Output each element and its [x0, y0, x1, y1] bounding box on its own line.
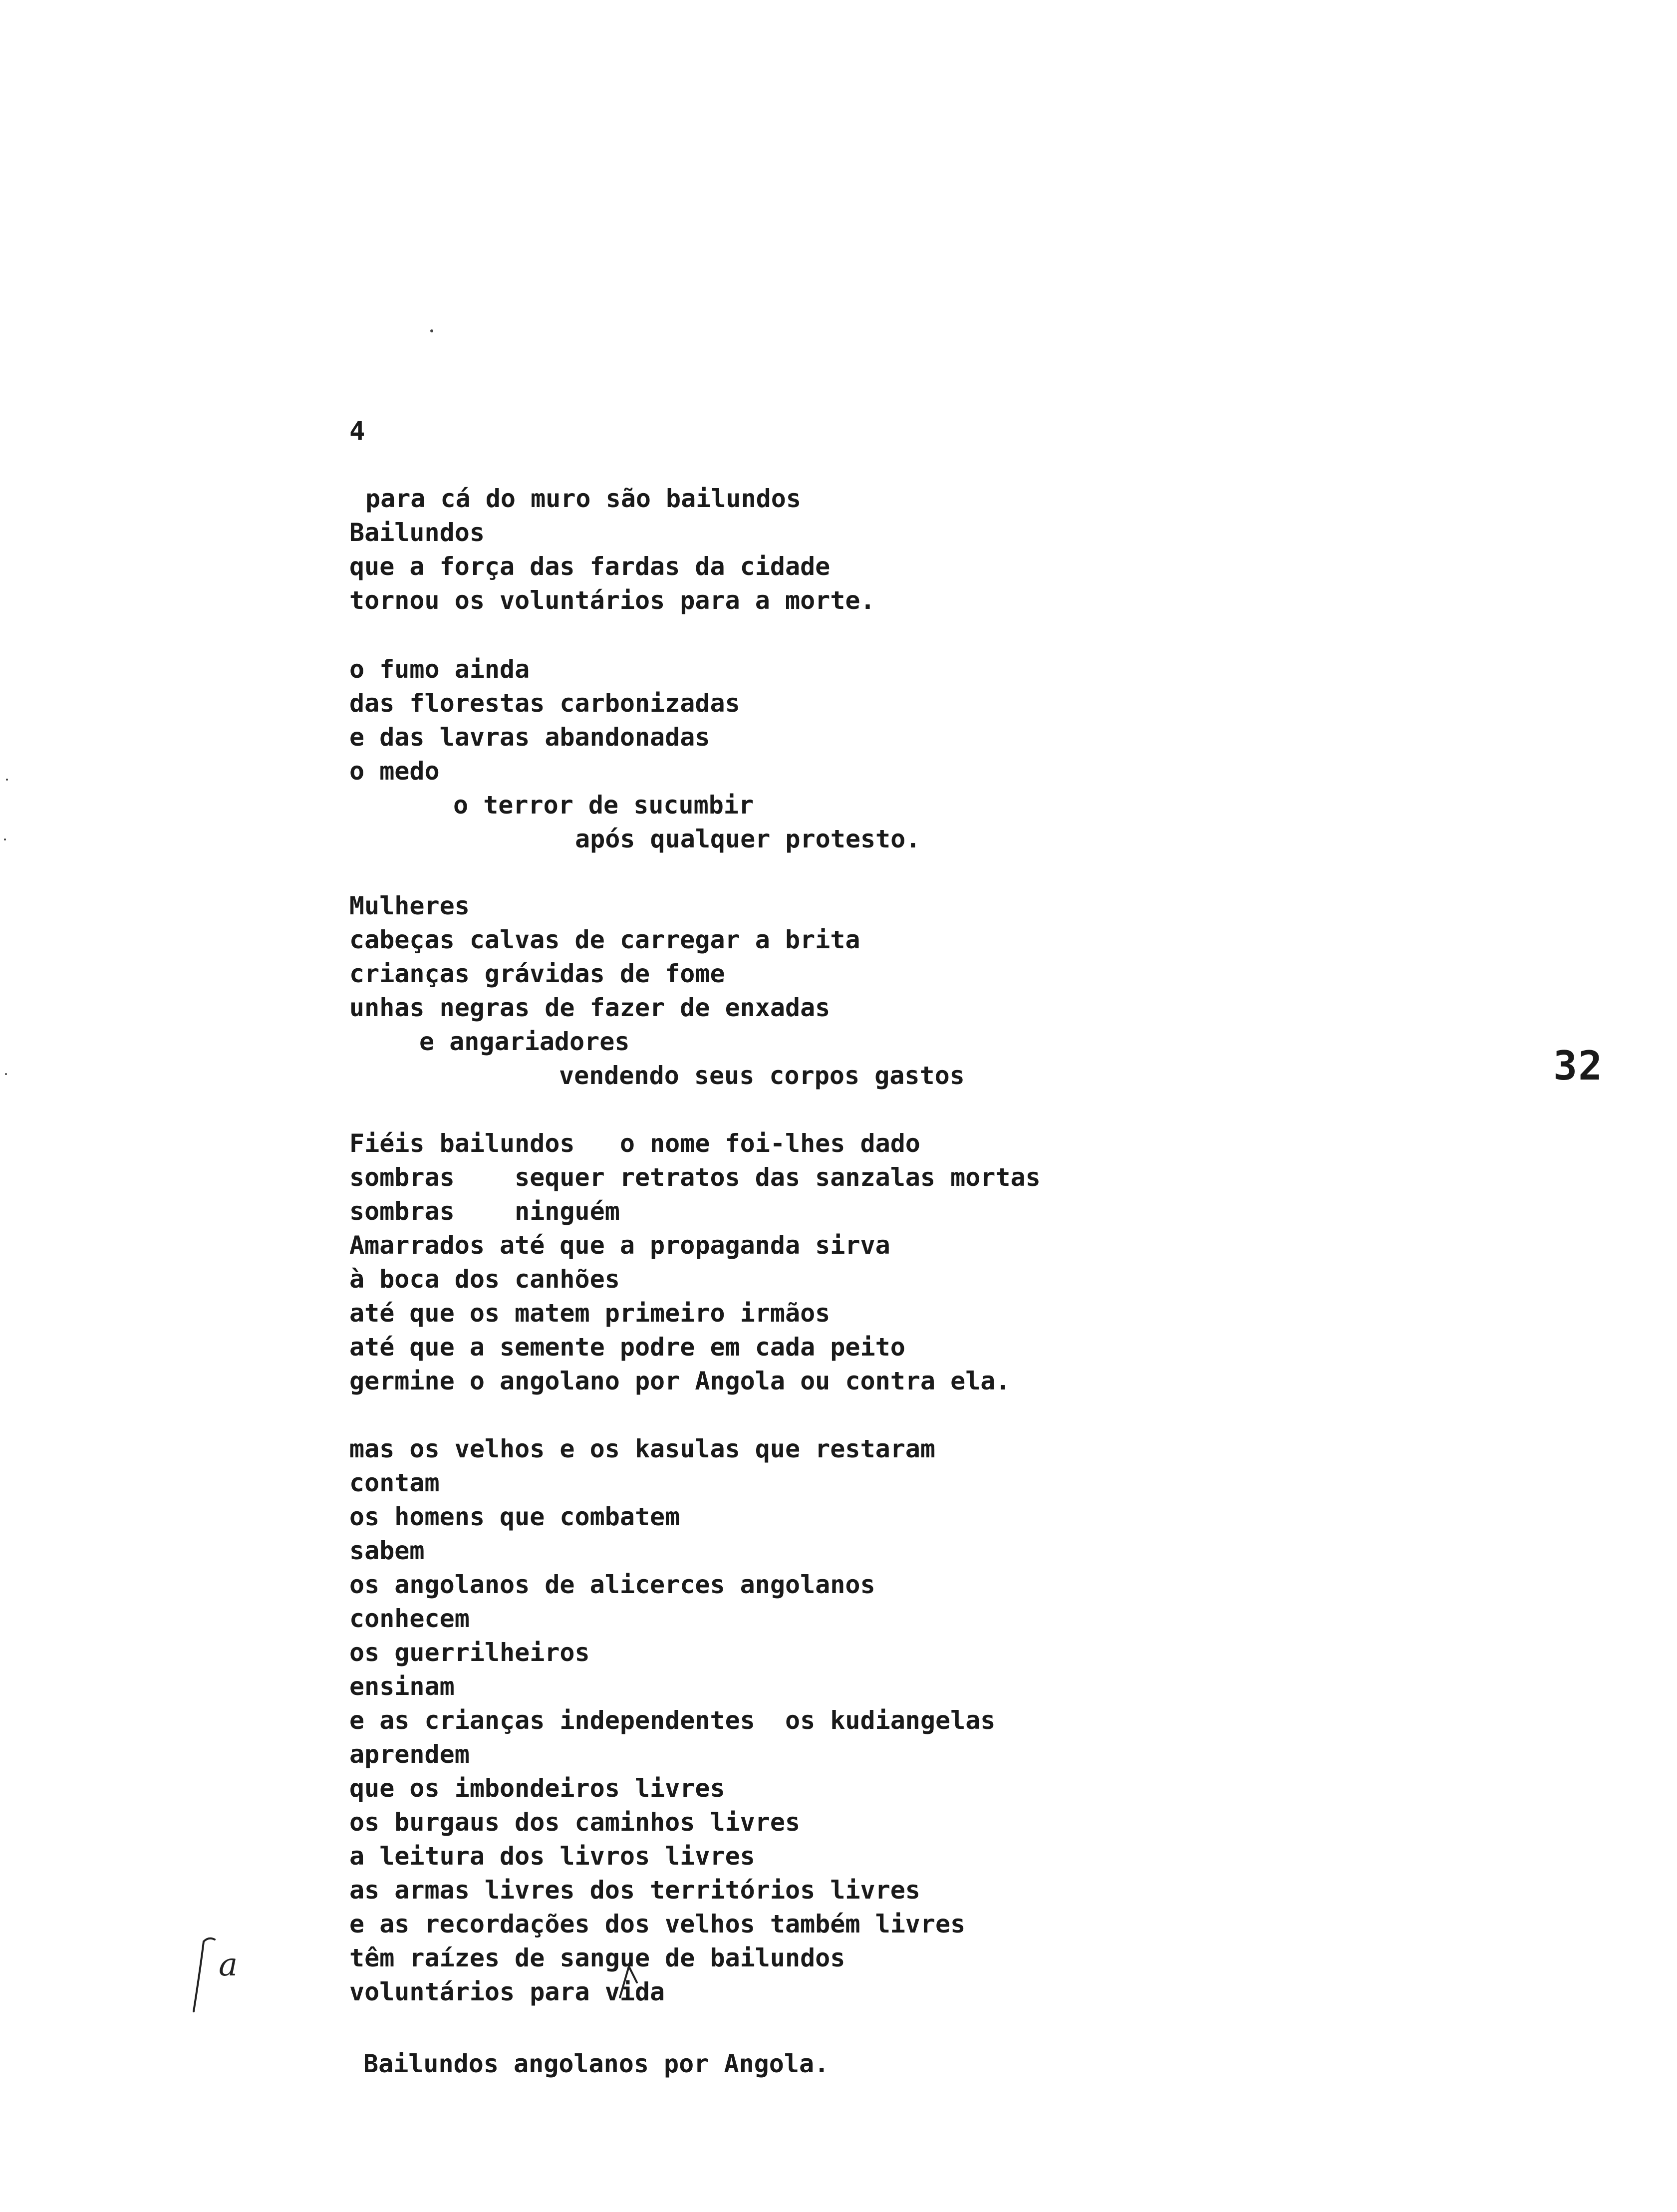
poem-line: o medo — [349, 757, 440, 786]
poem-line: os angolanos de alicerces angolanos — [349, 1570, 875, 1599]
folio-number: 32 — [1553, 1043, 1604, 1089]
paper-speck — [5, 1073, 7, 1075]
poem-line: Bailundos angolanos por Angola. — [363, 2049, 830, 2078]
poem-line: contam — [349, 1468, 440, 1497]
poem-line: as armas livres dos territórios livres — [349, 1876, 920, 1905]
poem-line: tornou os voluntários para a morte. — [349, 586, 875, 615]
poem-line: até que a semente podre em cada peito — [349, 1333, 905, 1362]
poem-line: voluntários para vida — [349, 1977, 665, 2006]
poem-line: que a força das fardas da cidade — [349, 552, 831, 581]
handwritten-margin-note — [184, 1932, 264, 2021]
poem-line: os guerrilheiros — [349, 1638, 590, 1667]
poem-line: Bailundos — [349, 518, 485, 547]
page-number: 4 — [349, 416, 365, 446]
poem-line: e as recordações dos velhos também livres — [349, 1910, 966, 1938]
poem-line: unhas negras de fazer de enxadas — [349, 993, 831, 1022]
poem-line: das florestas carbonizadas — [349, 689, 740, 718]
paper-speck — [6, 779, 8, 781]
poem-line: Fiéis bailundos o nome foi-lhes dado — [349, 1129, 920, 1158]
poem-line: sombras sequer retratos das sanzalas mortas — [349, 1163, 1041, 1192]
poem-line: germine o angolano por Angola ou contra ela. — [349, 1367, 1011, 1395]
poem-line: cabeças calvas de carregar a brita — [349, 925, 860, 954]
poem-line: os burgaus dos caminhos livres — [349, 1808, 801, 1837]
poem-line: aprendem — [349, 1740, 470, 1769]
insertion-caret-mark — [615, 1962, 640, 2002]
poem-line: vendendo seus corpos gastos — [559, 1061, 965, 1090]
poem-line: crianças grávidas de fome — [349, 959, 725, 988]
poem-line: sombras ninguém — [349, 1197, 620, 1226]
poem-line: à boca dos canhões — [349, 1265, 620, 1294]
poem-line: o terror de sucumbir — [453, 791, 754, 820]
poem-line: sabem — [349, 1536, 425, 1565]
margin-note-letter: a — [219, 1946, 238, 1983]
poem-line: a leitura dos livros livres — [349, 1842, 755, 1871]
paper-speck — [430, 329, 433, 332]
poem-line: conhecem — [349, 1604, 470, 1633]
poem-line: Amarrados até que a propaganda sirva — [349, 1231, 890, 1260]
poem-line: e as crianças independentes os kudiangelas — [349, 1706, 996, 1735]
poem-line: têm raízes de sangue de bailundos — [349, 1943, 845, 1972]
poem-line: até que os matem primeiro irmãos — [349, 1299, 831, 1328]
poem-line: e angariadores — [419, 1027, 630, 1056]
poem-line: que os imbondeiros livres — [349, 1774, 725, 1803]
poem-line: Mulheres — [349, 891, 470, 920]
poem-line: após qualquer protesto. — [575, 825, 921, 853]
poem-line: o fumo ainda — [349, 655, 530, 684]
poem-line: mas os velhos e os kasulas que restaram — [349, 1434, 935, 1463]
poem-line: os homens que combatem — [349, 1502, 680, 1531]
paper-speck — [4, 838, 6, 840]
poem-line: ensinam — [349, 1672, 455, 1701]
poem-line: para cá do muro são bailundos — [365, 484, 801, 513]
poem-line: e das lavras abandonadas — [349, 723, 710, 752]
